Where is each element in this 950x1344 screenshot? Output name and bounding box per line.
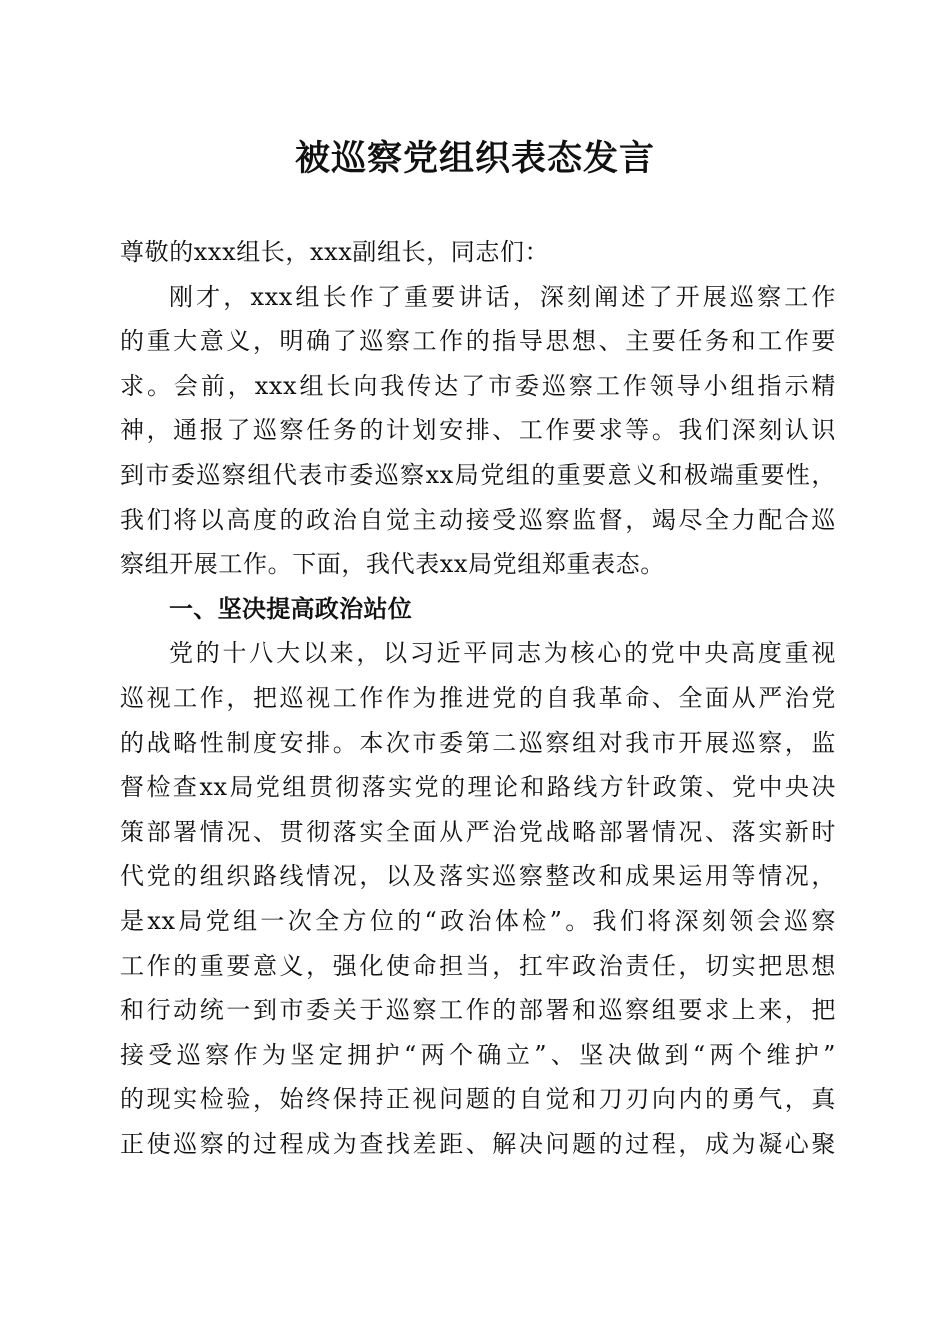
paragraph-line: 神，通报了巡察任务的计划安排、工作要求等。我们深刻认识 xyxy=(120,416,836,445)
paragraph-line: 是xx局党组一次全方位的“政治体检”。我们将深刻领会巡察 xyxy=(120,906,836,935)
paragraph-line: 到市委巡察组代表市委巡察xx局党组的重要意义和极端重要性， xyxy=(120,460,836,489)
paragraph-line: 的现实检验，始终保持正视问题的自觉和刀刃向内的勇气，真 xyxy=(120,1085,836,1114)
paragraph-line: 巡视工作，把巡视工作作为推进党的自我革命、全面从严治党 xyxy=(120,683,836,712)
paragraph-line: 刚才，xxx组长作了重要讲话，深刻阐述了开展巡察工作 xyxy=(169,282,836,311)
paragraph-line: 工作的重要意义，强化使命担当，扛牢政治责任，切实把思想 xyxy=(120,951,836,980)
paragraph-line: 和行动统一到市委关于巡察工作的部署和巡察组要求上来，把 xyxy=(120,996,836,1025)
paragraph-line: 察组开展工作。下面，我代表xx局党组郑重表态。 xyxy=(120,550,665,579)
document-title: 被巡察党组织表态发言 xyxy=(294,138,655,179)
section-heading: 一、坚决提高政治站位 xyxy=(169,594,412,623)
paragraph-line: 的战略性制度安排。本次市委第二巡察组对我市开展巡察，监 xyxy=(120,728,836,757)
paragraph-line: 督检查xx局党组贯彻落实党的理论和路线方针政策、党中央决 xyxy=(120,773,836,802)
salutation-line: 尊敬的xxx组长，xxx副组长，同志们： xyxy=(120,238,550,266)
paragraph-line: 策部署情况、贯彻落实全面从严治党战略部署情况、落实新时 xyxy=(120,817,836,846)
paragraph-line: 正使巡察的过程成为查找差距、解决问题的过程，成为凝心聚 xyxy=(120,1129,836,1158)
paragraph-line: 求。会前，xxx组长向我传达了市委巡察工作领导小组指示精 xyxy=(120,371,836,400)
paragraph-line: 我们将以高度的政治自觉主动接受巡察监督，竭尽全力配合巡 xyxy=(120,505,836,534)
document-body xyxy=(120,230,836,1166)
paragraph-line: 党的十八大以来，以习近平同志为核心的党中央高度重视 xyxy=(169,639,836,668)
paragraph-line: 代党的组织路线情况，以及落实巡察整改和成果运用等情况， xyxy=(120,862,836,891)
paragraph-line: 接受巡察作为坚定拥护“两个确立”、坚决做到“两个维护” xyxy=(120,1040,836,1069)
paragraph-line: 的重大意义，明确了巡察工作的指导思想、主要任务和工作要 xyxy=(120,327,836,356)
